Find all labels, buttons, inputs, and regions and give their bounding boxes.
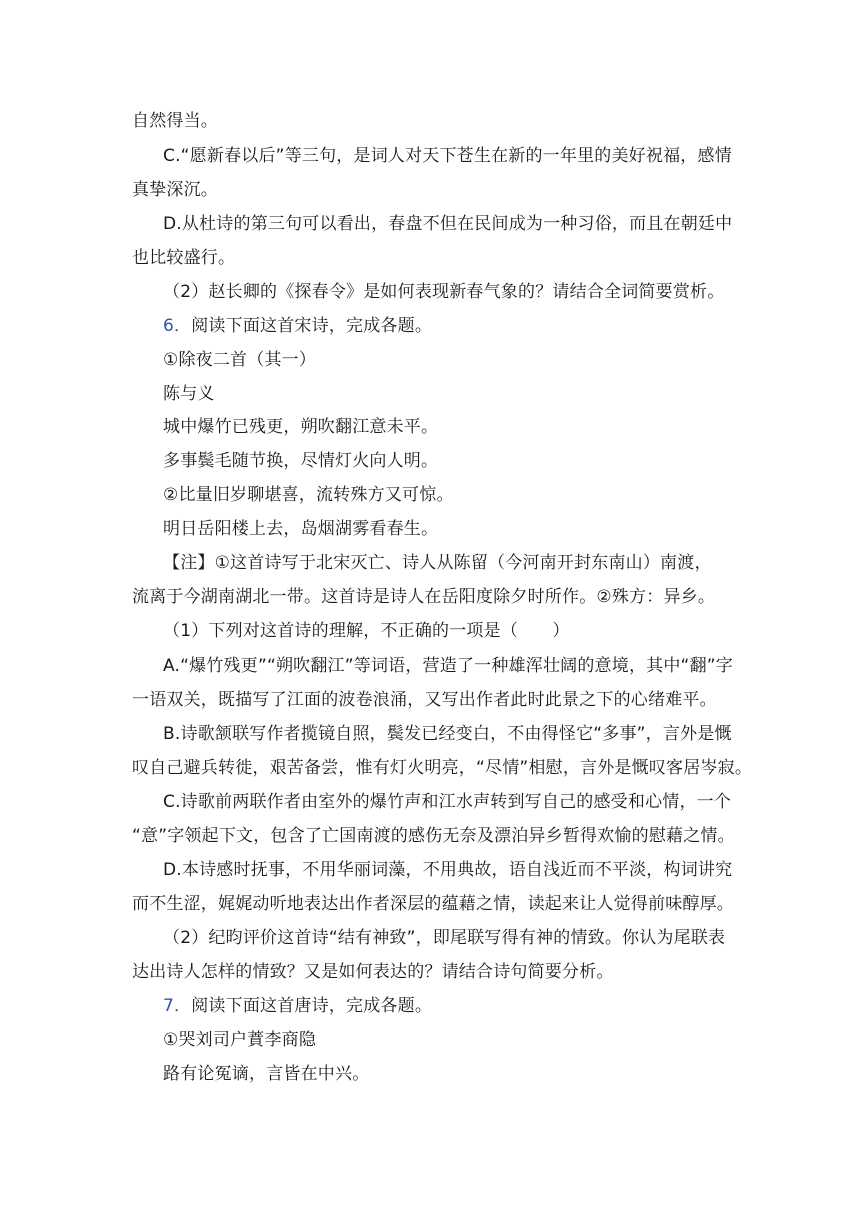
subquestion-2-line-1: （2）纪昀评价这首诗“结有神致”，即尾联写得有神的情致。你认为尾联表 [163,928,726,948]
option-c-line-2: “意”字领起下文，包含了亡国南渡的感伤无奈及漂泊异乡暂得欢愉的慰藉之情。 [132,826,735,846]
poem-line: 明日岳阳楼上去，岛烟湖雾看春生。 [163,519,439,539]
option-d-line-2: 也比较盛行。 [132,248,236,268]
poem-line: 多事鬓毛随节换，尽情灯火向人明。 [163,451,439,471]
note-line-2: 流离于今湖南湖北一带。这首诗是诗人在岳阳度除夕时所作。②殊方：异乡。 [132,587,716,607]
question-number: 6． [163,316,192,336]
question-prompt: 阅读下面这首唐诗，完成各题。 [191,996,433,1016]
option-b-line-2: 叹自己避兵转徙，艰苦备尝，惟有灯火明亮，“尽情”相慰，言外是慨叹客居岑寂。 [132,758,753,778]
option-d-line-2: 而不生涩，娓娓动听地表达出作者深层的蕴藉之情，读起来让人觉得前味醇厚。 [132,894,734,914]
option-c-line-2: 真挚深沉。 [132,180,218,200]
subquestion-2-line-2: 达出诗人怎样的情致？又是如何表达的？请结合诗句简要分析。 [132,962,614,982]
option-a-line-2: 一语双关，既描写了江面的波卷浪涌，又写出作者此时此景之下的心绪难平。 [132,690,717,710]
option-c-line-1: C.“愿新春以后”等三句，是词人对天下苍生在新的一年里的美好祝福，感情 [163,146,732,166]
poem-title: ①除夜二首（其一） [163,350,317,370]
text-line: 自然得当。 [132,111,218,131]
option-b-line-1: B.诗歌颔联写作者揽镜自照，鬓发已经变白，不由得怪它“多事”，言外是慨 [163,724,732,744]
poem-line: 路有论冤谪，言皆在中兴。 [163,1064,370,1084]
poem-line: 城中爆竹已残更，朔吹翻江意未平。 [163,417,439,437]
question-7-heading [163,995,432,1017]
poem-line: ②比量旧岁聊堪喜，流转殊方又可惊。 [163,485,454,505]
subquestion-2-line: （2）赵长卿的《探春令》是如何表现新春气象的？请结合全词简要赏析。 [163,282,725,302]
poem-author: 陈与义 [163,384,215,404]
poem-title: ①哭刘司户蕡李商隐 [163,1030,317,1050]
question-prompt: 阅读下面这首宋诗，完成各题。 [191,316,433,336]
question-number: 7． [163,996,192,1016]
option-a-line-1: A.“爆竹残更”“朔吹翻江”等词语，营造了一种雄浑壮阔的意境，其中“翻”字 [163,656,733,676]
option-d-line-1: D.从杜诗的第三句可以看出，春盘不但在民间成为一种习俗，而且在朝廷中 [163,214,733,234]
note-line-1: 【注】①这首诗写于北宋灭亡、诗人从陈留（今河南开封东南山）南渡， [163,553,712,573]
subquestion-1-line: （1）下列对这首诗的理解，不正确的一项是（ ） [163,621,570,641]
option-c-line-1: C.诗歌前两联作者由室外的爆竹声和江水声转到写自己的感受和心情，一个 [163,792,732,812]
question-6-heading [163,315,432,337]
option-d-line-1: D.本诗感时抚事，不用华丽词藻，不用典故，语自浅近而不平淡，构词讲究 [163,860,733,880]
